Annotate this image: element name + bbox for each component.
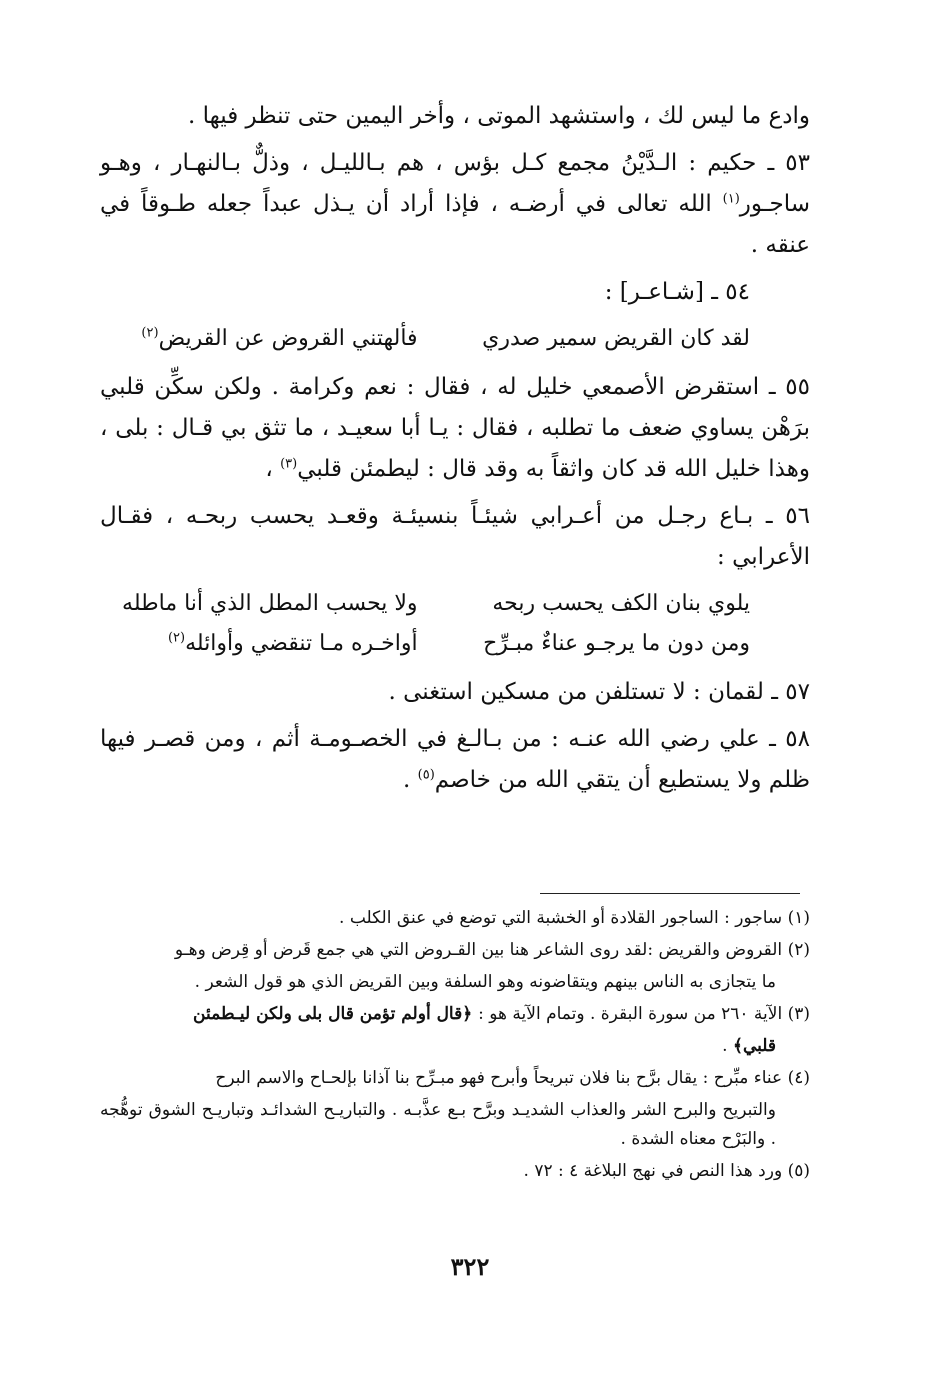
footnote-1 [100,904,810,933]
paragraph-56 [100,496,810,578]
text-line: وادع ما ليس لك ، واستشهد الموتى ، وأخر اليمين حتى تنظر فيها . [188,103,810,129]
footnote-text: ورد هذا النص في نهج البلاغة ٤ : ٧٢ . [523,1161,783,1181]
paragraph-55 [100,367,810,490]
footnote-text: القروض والقريض :لقد روى الشاعر هنا بين القـروض التي هي جمع قَرض أو قِرض وهـو [174,940,783,960]
footnote-number: (٤) [787,1068,810,1088]
text: ٥٥ ـ استقرض الأصمعي خليل له ، فقال : نعم وكرامة . ولكن سكِّن قلبي برَهْن يساوي ضعف ما تطلبه ، فقال : يـا أبا سعيـد ، ما تثق بي قـال : بلى ، وهذا خليل الله قد كان واثقاً به وقد قال : ليطمئن قلبي [100,374,810,482]
paragraph-58 [100,719,810,801]
text: ٥٨ ـ علي رضي الله عنـه : من بـالـغ في الخصـومـة أثم ، ومن قصـر فيها ظلم ولا يستطيع أن يتقي الله من خاصم [100,726,810,793]
footnote-4-continued: والتبريح والبرح الشر والعذاب الشديـد وبرَّح بـع عذَّبـه . والتباريـح الشدائـد وتباريـح الشوق توهُّجه . والبَرْح معناه الشدة . [100,1100,776,1149]
verse-hemistich-2: ولا يحسب المطل الذي أنا ماطله [122,591,418,616]
footnote-ref: (٣) [280,456,298,472]
page-number: ٣٢٢ [450,1252,490,1281]
quran-quote: ﴿قال أولم تؤمن قال بلى ولكن ليـطمئن [193,1004,479,1024]
footnote-ref: (١) [722,191,740,207]
main-text [100,96,810,807]
footnote-3 [100,1000,810,1029]
text: ٥٧ ـ لقمان : لا تستلفن من مسكين استغنى . [388,679,810,705]
footnote-text: ساجور : الساجور القلادة أو الخشبة التي توضع في عنق الكلب . [339,908,783,928]
verse-56a [100,584,810,624]
paragraph-53 [100,143,810,266]
footnote-3-continued [100,1032,810,1061]
text: الله تعالى في أرضـه ، فإذا أراد أن يـذل عبداً جعله طـوقاً في عنقه . [100,191,810,258]
verse-hemistich-1: يلوي بنان الكف يحسب ربحه [492,591,750,616]
footnote-4 [100,1064,810,1093]
paragraph-top [100,96,810,137]
footnote-text: الآية ٢٦٠ من سورة البقرة . وتمام الآية هو : [478,1004,783,1024]
text: ٥٦ ـ بـاع رجـل من أعـرابي شيئـاً بنسيئـة وقعـد يحسب ربحـه ، فقـال الأعرابي : [100,503,810,570]
verse-hemistich-1: لقد كان القريض سمير صدري [482,326,750,351]
text: أواخـره مـا تنقضي وأوائله [185,631,418,656]
quran-quote: قلبي﴾ [732,1036,776,1056]
footnote-ref: (٢) [167,630,186,646]
verse-56b [100,624,810,664]
footnote-2 [100,936,810,965]
footnote-number: (٣) [787,1004,810,1024]
footnote-number: (٥) [787,1161,810,1181]
verse-hemistich-1: ومن دون ما يرجـو عناءٌ مبـرِّح [483,631,750,656]
text: . [403,767,418,793]
text: فألهتني القروض عن القريض [158,326,418,351]
text: ، [265,456,281,482]
footnote-number: (٢) [787,940,810,960]
paragraph-54-label: ٥٤ ـ [شـاعـر] : [604,279,750,305]
verse-54 [100,319,810,359]
footnote-2-continued: ما يتجازى به الناس بينهم ويتقاضونه وهو السلفة وبين القريض الذي هو قول الشعر . [194,972,776,992]
paragraph-57 [100,672,810,713]
footnote-ref: (٥) [417,767,435,783]
footnote-divider [540,893,800,894]
verse-hemistich-2 [100,319,418,359]
footnote-ref: (٢) [141,325,159,341]
text: ٥٣ ـ حكيم : الـدَّيْنُ مجمع كـل بؤس ، هم بـالليـل ، وذلٌّ بـالنهـار ، وهـو ساجـور [100,150,810,217]
footnote-5 [100,1157,810,1186]
footnote-text: عناء مبِّرح : يقال برَّح بنا فلان تبريحاً وأبرح فهو مبـرِّح بنا آذانا بإلحـاح والاسم البرح [215,1068,783,1088]
footnote-number: (١) [787,908,810,928]
footnote-text: . [722,1036,733,1056]
footnotes [100,904,810,1189]
verse-hemistich-2 [100,624,418,664]
